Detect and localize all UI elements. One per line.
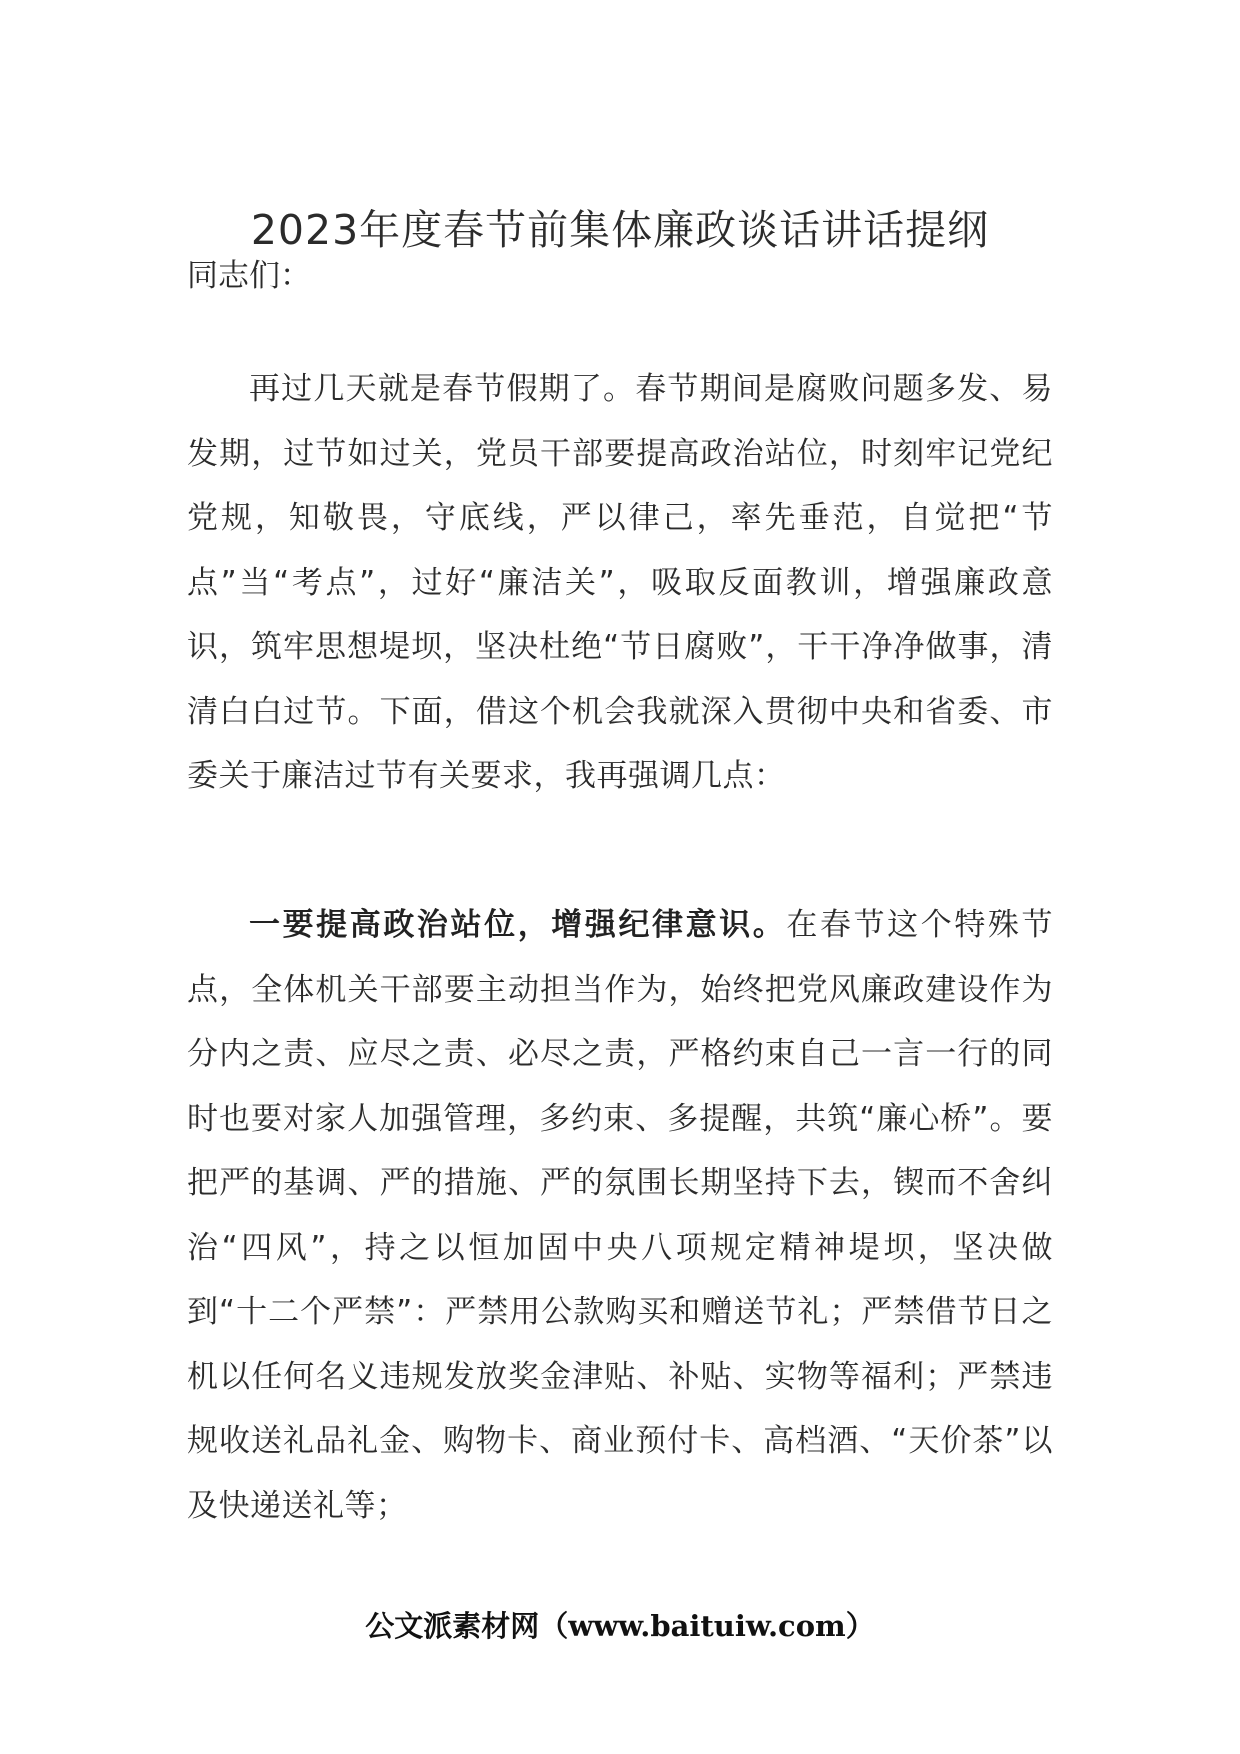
paragraph-lead: 一要提高政治站位，增强纪律意识。: [249, 907, 787, 943]
salutation: 同志们：: [187, 258, 311, 294]
paragraph-text: 再过几天就是春节假期了。春节期间是腐败问题多发、易发期，过节如过关，党员干部要提高政治站位，时刻牢记党纪党规，知敬畏，守底线，严以律己，率先垂范，自觉把“节点”当“考点”，过好“廉洁关”，吸取反面教训，增强廉政意识，筑牢思想堤坝，坚决杜绝“节日腐败”，干干净净做事，清清白白过节。下面，借这个机会我就深入贯彻中央和省委、市委关于廉洁过节有关要求，我再强调几点：: [187, 371, 1053, 794]
paragraph-text: 在春节这个特殊节点，全体机关干部要主动担当作为，始终把党风廉政建设作为分内之责、应尽之责、必尽之责，严格约束自己一言一行的同时也要对家人加强管理，多约束、多提醒，共筑“廉心桥”。要把严的基调、严的措施、严的氛围长期坚持下去，锲而不舍纠治“四风”，持之以恒加固中央八项规定精神堤坝，坚决做到“十二个严禁”：严禁用公款购买和赠送节礼；严禁借节日之机以任何名义违规发放奖金津贴、补贴、实物等福利；严禁违规收送礼品礼金、购物卡、商业预付卡、高档酒、“天价茶”以及快递送礼等；: [187, 907, 1053, 1524]
paragraph-intro: [187, 357, 1053, 809]
paragraph-point-one: [187, 893, 1053, 1538]
footer-source: 公文派素材网（www.baituiw.com）: [365, 1609, 875, 1643]
page-title: 2023年度春节前集体廉政谈话讲话提纲: [250, 206, 990, 254]
